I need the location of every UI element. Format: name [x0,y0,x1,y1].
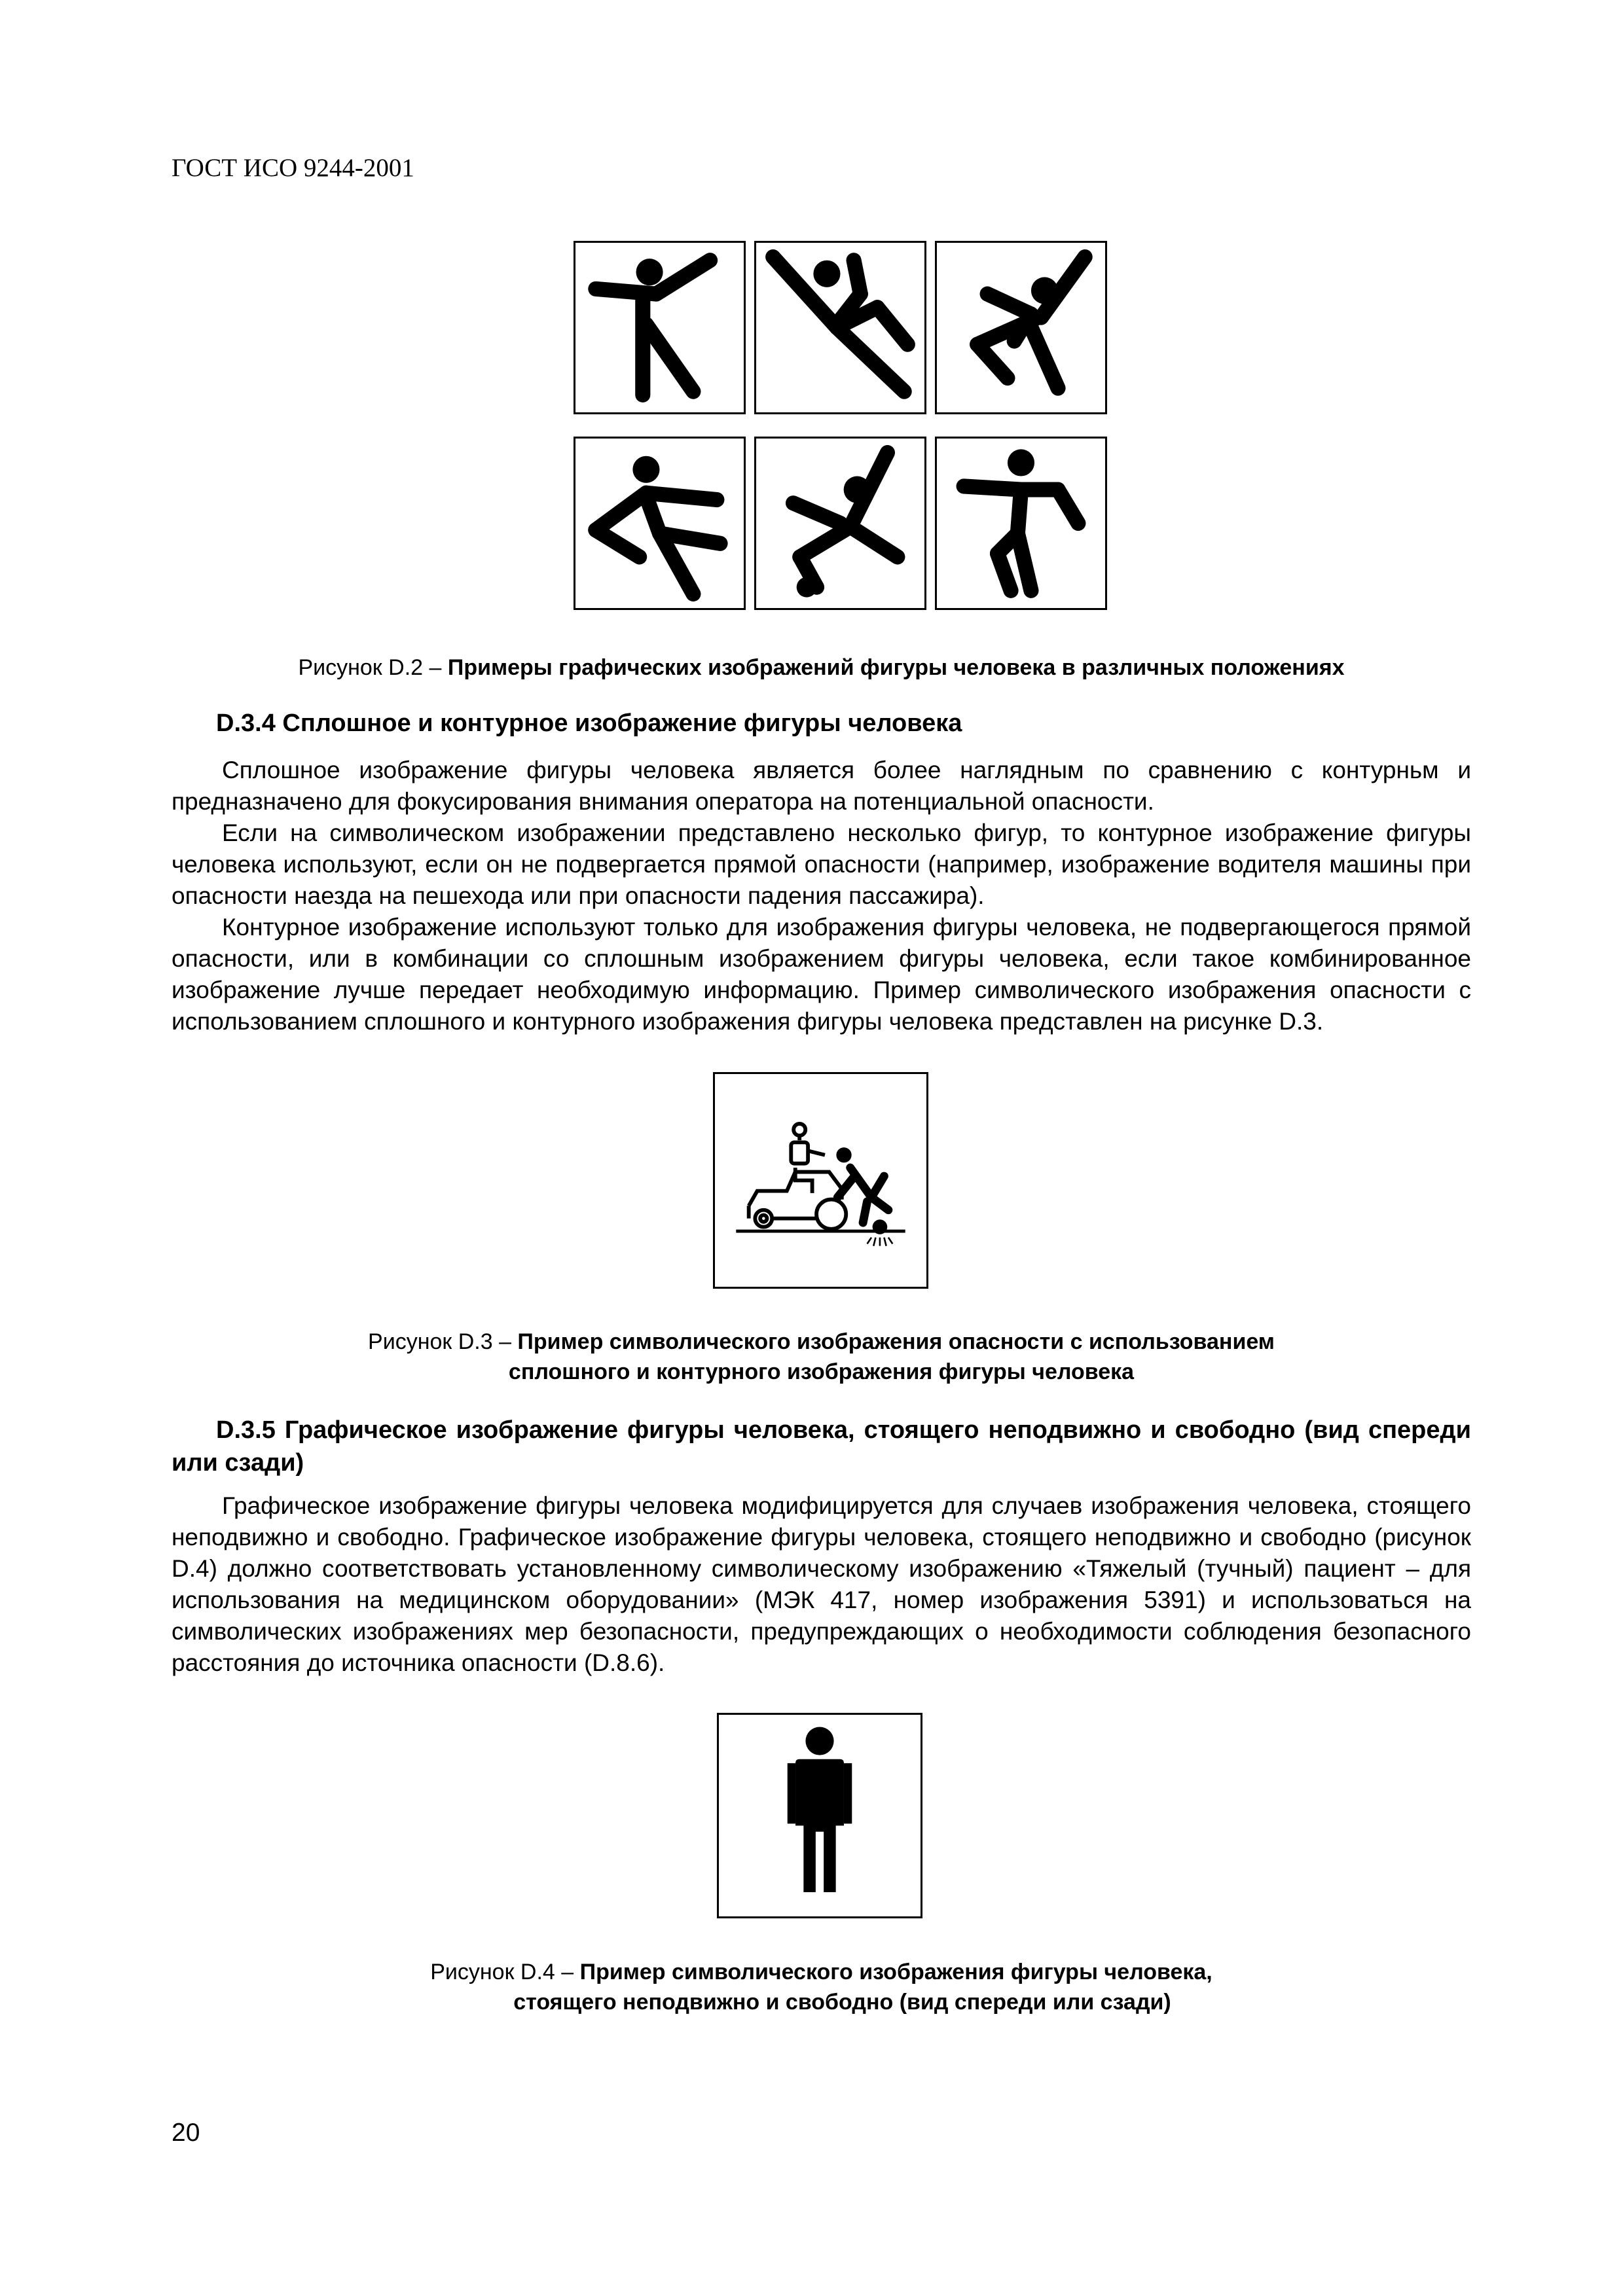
caption-title: Примеры графических изображений фигуры человека в различных положениях [447,655,1345,680]
caption-prefix: Рисунок D.3 – [368,1329,518,1354]
section-d34-heading: D.3.4 Сплошное и контурное изображение фигуры человека [216,709,962,737]
section-d35-body [172,1490,1471,1679]
paragraph: Графическое изображение фигуры человека модифицируется для случаев изображения человека, стоящего неподвижно и свободно. Графическое изображение фигуры человека, стоящего неподвижно и свободно (рисунок D.4) должно соответствовать установленному символическому изображению «Тяжелый (тучный) пациент – для использования на медицинском оборудовании» (МЭК 417, номер изображения 5391) и использоваться на символических изображениях мер безопасности, предупреждающих о необходимости соблюдения безопасного расстояния до источника опасности (D.8.6). [172,1492,1471,1676]
caption-title-line1: Пример символического изображения опасности с использованием [517,1329,1275,1354]
pictogram-person-stumbling-icon [935,437,1107,610]
section-d34-body [172,755,1471,1037]
caption-prefix: Рисунок D.2 – [298,655,448,680]
paragraph: Сплошное изображение фигуры человека является более наглядным по сравнению с контурньм и предназначено для фокусирования внимания оператора на потенциальной опасности. [172,757,1471,815]
figure-d4-pictogram-standing-person-icon [717,1713,922,1918]
figure-d2-caption [172,653,1471,683]
paragraph: Если на символическом изображении представлено несколько фигур, то контурное изображение фигуры человека используют, если он не подвергается прямой опасности (например, изображение водителя машины при опасности наезда на пешехода или при опасности падения пассажира). [172,819,1471,909]
caption-title-line2: сплошного и контурного изображения фигуры человека [508,1359,1135,1384]
pictogram-person-slipping-icon [574,437,746,610]
caption-title-line2: стоящего неподвижно и свободно (вид спереди или сзади) [513,1990,1171,2015]
document-header: ГОСТ ИСО 9244-2001 [172,154,414,182]
figure-d4-caption [172,1957,1471,2017]
section-d35-heading: D.3.5 Графическое изображение фигуры человека, стоящего неподвижно и свободно (вид спереди или сзади) [172,1416,1471,1477]
pictogram-person-arm-raised-icon [574,241,746,414]
page-number: 20 [172,2119,200,2147]
figure-d3-pictogram-run-over-icon [713,1072,928,1289]
figure-d3-caption [172,1327,1471,1387]
pictogram-person-falling-icon [935,241,1107,414]
pictogram-person-tripping-icon [754,437,926,610]
caption-title-line1: Пример символического изображения фигуры человека, [579,1960,1213,1984]
caption-prefix: Рисунок D.4 – [430,1960,580,1984]
paragraph: Контурное изображение используют только для изображения фигуры человека, не подвергающегося прямой опасности, или в комбинации со сплошным изображением фигуры человека, если такое комбинированное изображение лучше передает необходимую информацию. Пример символического изображения опасности с использованием сплошного и контурного изображения фигуры человека представлен на рисунке D.3. [172,914,1471,1035]
pictogram-person-falling-back-icon [754,241,926,414]
